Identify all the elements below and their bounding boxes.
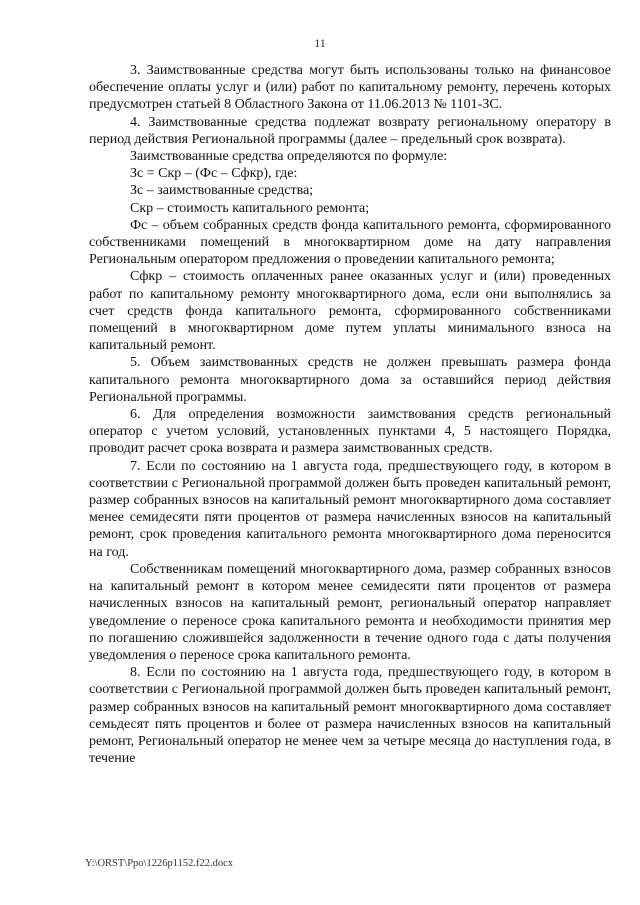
definition-sfkr: Сфкр – стоимость оплаченных ранее оказанных услуг и (или) проведенных работ по капитальному ремонту многоквартирного дома, если они выполнялись за счет средств фонда капитального ремонта, сформированного собственниками помещений в многоквартирном доме путем уплаты минимального взноса на капитальный ремонт. <box>89 269 611 354</box>
definition-zs: Зс – заимствованные средства; <box>130 183 314 199</box>
formula: Зс = Скр – (Фс – Сфкр), где: <box>130 166 298 182</box>
paragraph-4: 4. Заимствованные средства подлежат возврату региональному оператору в период действия Региональной программы (далее – предельный срок возврата). <box>89 114 611 147</box>
paragraph-6: 6. Для определения возможности заимствования средств региональный оператор с учетом условий, установленных пунктами 4, 5 настоящего Порядка, проводит расчет срока возврата и размера заимствованных средств. <box>89 407 611 457</box>
paragraph-7-notice: Собственникам помещений многоквартирного дома, размер собранных взносов на капитальный ремонт в котором менее семидесяти пяти процентов от размера начисленных взносов на капитальный ремонт, региональный оператор направляет уведомление о переносе срока капитального ремонта и необходимости принятия мер по погашению сложившейся задолженности в течение одного года с даты получения уведомления о переносе срока капитального ремонта. <box>89 561 611 663</box>
definition-skr: Скр – стоимость капитального ремонта; <box>130 200 370 216</box>
page-number: 11 <box>314 36 326 50</box>
paragraph-5: 5. Объем заимствованных средств не должен превышать размера фонда капитального ремонта многоквартирного дома за оставшийся период действия Региональной программы. <box>89 355 611 405</box>
paragraph-8: 8. Если по состоянию на 1 августа года, предшествующего году, в котором в соответствии с Региональной программой должен быть проведен капитальный ремонт, размер собранных взносов на капитальный ремонт многоквартирного дома составляет семьдесят пять процентов и более от размера начисленных взносов на капитальный ремонт, Региональный оператор не менее чем за четыре месяца до наступления года, в течение <box>89 665 611 767</box>
definition-fs: Фс – объем собранных средств фонда капитального ремонта, сформированного собственниками помещений в многоквартирном доме на дату направления Региональным оператором предложения о проведении капитального ремонта; <box>89 217 611 268</box>
footer-file-path: Y:\ORST\Ppo\1226p1152.f22.docx <box>85 858 233 869</box>
paragraph-7: 7. Если по состоянию на 1 августа года, предшествующего году, в котором в соответствии с Региональной программой должен быть проведен капитальный ремонт, размер собранных взносов на капитальный ремонт многоквартирного дома составляет менее семидесяти пяти процентов от размера начисленных взносов на капитальный ремонт, срок проведения капитального ремонта многоквартирного дома переносится на год. <box>89 458 611 560</box>
document-body <box>89 62 611 767</box>
formula-intro: Заимствованные средства определяются по формуле: <box>130 149 448 165</box>
paragraph-3: 3. Заимствованные средства могут быть использованы только на финансовое обеспечение оплаты услуг и (или) работ по капитальному ремонту, перечень которых предусмотрен статьей 8 Областного Закона от 11.06.2013 № 1101-ЗС. <box>89 63 611 113</box>
